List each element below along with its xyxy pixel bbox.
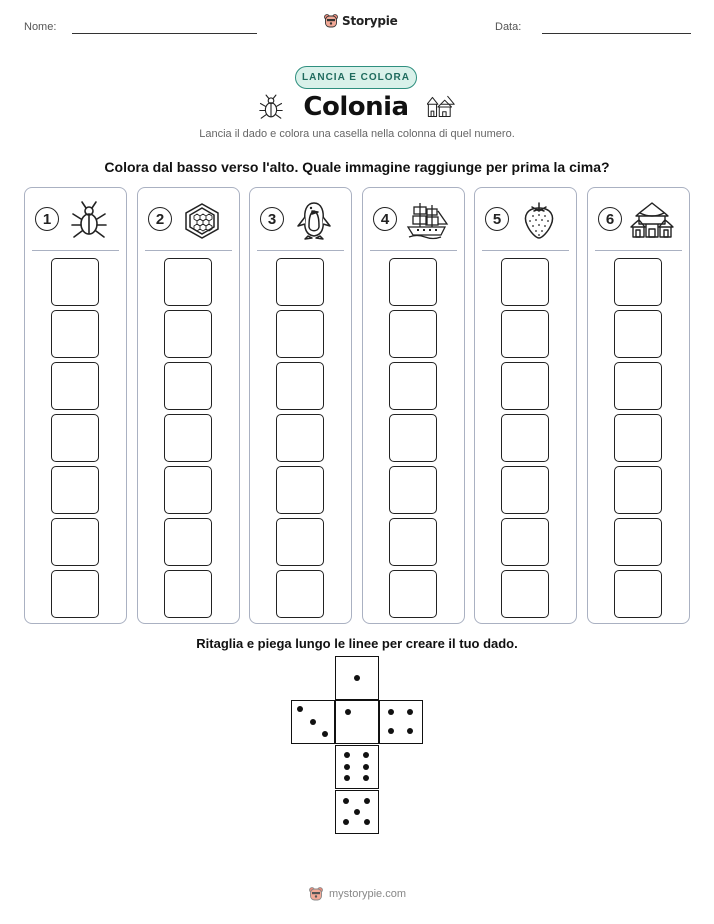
die-pip bbox=[363, 775, 369, 781]
column-divider bbox=[145, 250, 232, 251]
column-divider bbox=[370, 250, 457, 251]
date-label: Data: bbox=[495, 21, 522, 33]
die-pip bbox=[297, 706, 303, 712]
column-number: 3 bbox=[260, 207, 284, 231]
color-box[interactable] bbox=[51, 518, 99, 566]
die-face-four bbox=[379, 700, 423, 744]
die-face-five bbox=[335, 790, 379, 834]
color-box[interactable] bbox=[614, 570, 662, 618]
color-box[interactable] bbox=[614, 362, 662, 410]
color-box[interactable] bbox=[614, 258, 662, 306]
color-box[interactable] bbox=[276, 466, 324, 514]
die-pip bbox=[364, 798, 370, 804]
bear-logo-icon bbox=[323, 13, 339, 29]
column-2 bbox=[137, 187, 240, 624]
column-number: 5 bbox=[485, 207, 509, 231]
die-pip bbox=[354, 675, 360, 681]
color-box[interactable] bbox=[389, 518, 437, 566]
color-box[interactable] bbox=[501, 362, 549, 410]
die-pip bbox=[363, 752, 369, 758]
color-box[interactable] bbox=[614, 518, 662, 566]
die-pip bbox=[344, 775, 350, 781]
bear-logo-icon bbox=[308, 886, 324, 902]
die-face-six bbox=[335, 745, 379, 789]
name-line bbox=[72, 33, 257, 34]
color-box[interactable] bbox=[501, 518, 549, 566]
color-box[interactable] bbox=[164, 258, 212, 306]
brand-name: Storypie bbox=[342, 14, 398, 28]
column-divider bbox=[482, 250, 569, 251]
die-pip bbox=[388, 728, 394, 734]
die-pip bbox=[310, 719, 316, 725]
color-box[interactable] bbox=[276, 570, 324, 618]
color-box[interactable] bbox=[51, 310, 99, 358]
bug-icon bbox=[257, 93, 285, 121]
color-box[interactable] bbox=[614, 466, 662, 514]
column-number: 2 bbox=[148, 207, 172, 231]
brand-logo bbox=[323, 13, 398, 29]
title-row bbox=[0, 92, 714, 122]
color-box[interactable] bbox=[276, 258, 324, 306]
color-box[interactable] bbox=[276, 414, 324, 462]
column-number: 1 bbox=[35, 207, 59, 231]
activity-badge: LANCIA E COLORA bbox=[295, 66, 417, 89]
footer-url: mystorypie.com bbox=[328, 888, 407, 900]
color-box[interactable] bbox=[389, 570, 437, 618]
color-box[interactable] bbox=[276, 362, 324, 410]
color-box[interactable] bbox=[51, 258, 99, 306]
die-pip bbox=[407, 709, 413, 715]
column-divider bbox=[32, 250, 119, 251]
die-pip bbox=[407, 728, 413, 734]
column-header bbox=[363, 200, 464, 240]
color-box[interactable] bbox=[501, 414, 549, 462]
instruction: Colora dal basso verso l'alto. Quale immagine raggiunge per prima la cima? bbox=[104, 159, 610, 175]
color-box[interactable] bbox=[51, 414, 99, 462]
color-box[interactable] bbox=[276, 310, 324, 358]
color-box[interactable] bbox=[164, 466, 212, 514]
penguin-icon bbox=[292, 200, 336, 240]
name-label: Nome: bbox=[24, 21, 57, 33]
die-face-one bbox=[335, 656, 379, 700]
color-box[interactable] bbox=[164, 414, 212, 462]
color-box[interactable] bbox=[389, 414, 437, 462]
die-face-one bbox=[335, 700, 379, 744]
color-box[interactable] bbox=[389, 466, 437, 514]
color-box[interactable] bbox=[164, 362, 212, 410]
column-header bbox=[138, 200, 239, 240]
color-box[interactable] bbox=[389, 310, 437, 358]
color-box[interactable] bbox=[51, 362, 99, 410]
column-6 bbox=[587, 187, 690, 624]
honeycomb-icon bbox=[180, 200, 224, 240]
color-box[interactable] bbox=[614, 310, 662, 358]
color-box[interactable] bbox=[614, 414, 662, 462]
die-pip bbox=[363, 764, 369, 770]
subtitle: Lancia il dado e colora una casella nella colonna di quel numero. bbox=[199, 128, 515, 140]
column-5 bbox=[474, 187, 577, 624]
column-header bbox=[250, 200, 351, 240]
die-pip bbox=[364, 819, 370, 825]
column-header bbox=[475, 200, 576, 240]
column-number: 6 bbox=[598, 207, 622, 231]
color-box[interactable] bbox=[501, 310, 549, 358]
column-divider bbox=[257, 250, 344, 251]
die-pip bbox=[388, 709, 394, 715]
die-pip bbox=[345, 709, 351, 715]
die-pip bbox=[322, 731, 328, 737]
column-number: 4 bbox=[373, 207, 397, 231]
die-pip bbox=[344, 752, 350, 758]
column-header bbox=[25, 200, 126, 240]
color-box[interactable] bbox=[164, 518, 212, 566]
die-pip bbox=[343, 798, 349, 804]
color-box[interactable] bbox=[501, 466, 549, 514]
huts-icon bbox=[630, 200, 674, 240]
footer bbox=[0, 886, 714, 902]
color-box[interactable] bbox=[51, 466, 99, 514]
page-title: Colonia bbox=[303, 92, 409, 122]
cut-instruction: Ritaglia e piega lungo le linee per creare il tuo dado. bbox=[196, 636, 518, 651]
column-3 bbox=[249, 187, 352, 624]
color-box[interactable] bbox=[164, 570, 212, 618]
color-box[interactable] bbox=[501, 570, 549, 618]
ship-icon bbox=[405, 200, 449, 240]
color-box[interactable] bbox=[389, 258, 437, 306]
huts-icon bbox=[427, 94, 457, 120]
color-box[interactable] bbox=[501, 258, 549, 306]
color-box[interactable] bbox=[164, 310, 212, 358]
bug-icon bbox=[67, 200, 111, 240]
column-divider bbox=[595, 250, 682, 251]
column-4 bbox=[362, 187, 465, 624]
column-header bbox=[588, 200, 689, 240]
die-pip bbox=[344, 764, 350, 770]
color-box[interactable] bbox=[389, 362, 437, 410]
color-box[interactable] bbox=[276, 518, 324, 566]
die-face-three bbox=[291, 700, 335, 744]
column-1 bbox=[24, 187, 127, 624]
die-pip bbox=[343, 819, 349, 825]
strawberry-icon bbox=[517, 200, 561, 240]
date-line bbox=[542, 33, 691, 34]
die-pip bbox=[354, 809, 360, 815]
color-box[interactable] bbox=[51, 570, 99, 618]
